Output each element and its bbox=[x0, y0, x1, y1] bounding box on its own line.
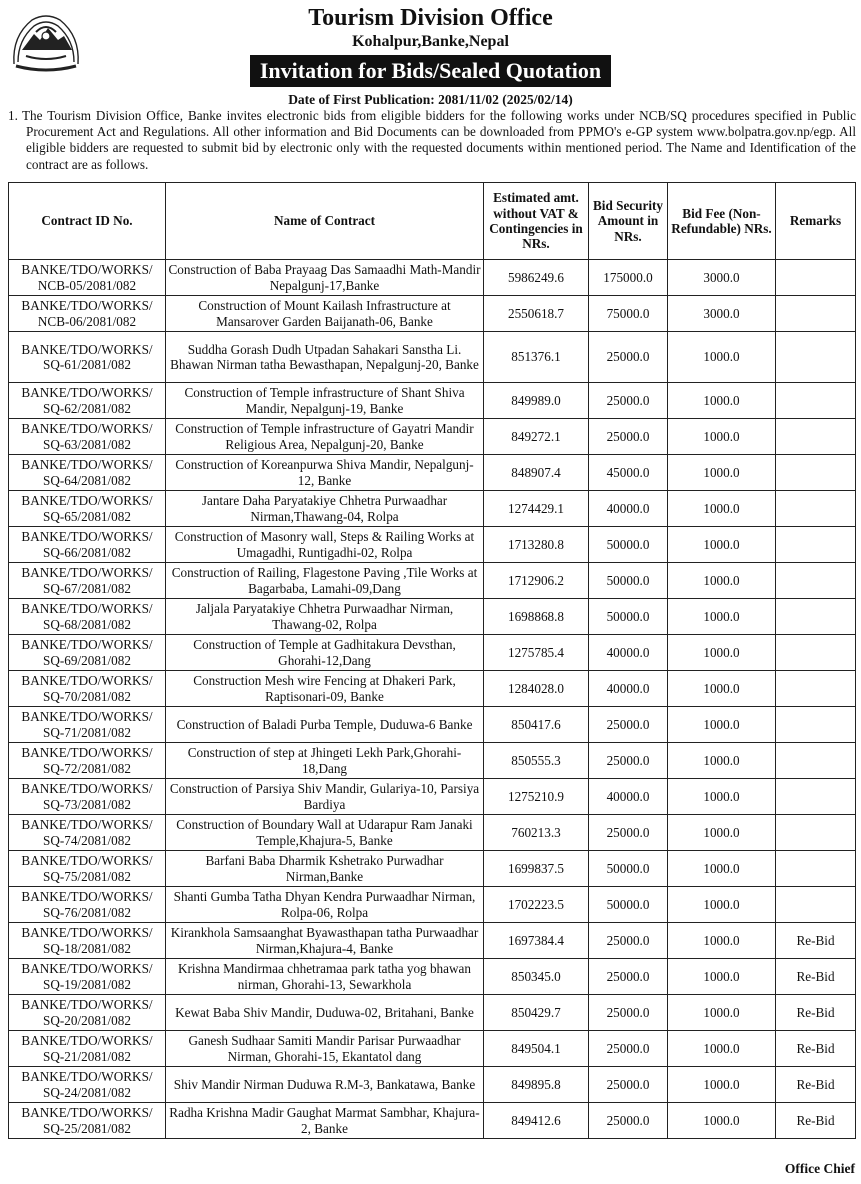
cell-contract-id: BANKE/TDO/WORKS/ SQ-64/2081/082 bbox=[9, 455, 166, 491]
cell-bid-fee: 1000.0 bbox=[668, 599, 776, 635]
table-row bbox=[9, 491, 856, 527]
cell-bid-security: 25000.0 bbox=[589, 383, 668, 419]
signatory: Office Chief bbox=[784, 1161, 855, 1176]
header-contract-name: Name of Contract bbox=[166, 183, 484, 260]
cell-estimated-amount: 760213.3 bbox=[484, 815, 589, 851]
table-row bbox=[9, 1031, 856, 1067]
cell-contract-name: Shanti Gumba Tatha Dhyan Kendra Purwaadhar Nirman, Rolpa-06, Rolpa bbox=[166, 887, 484, 923]
cell-estimated-amount: 850345.0 bbox=[484, 959, 589, 995]
cell-bid-security: 50000.0 bbox=[589, 851, 668, 887]
cell-remarks bbox=[776, 599, 856, 635]
cell-contract-id: BANKE/TDO/WORKS/ SQ-75/2081/082 bbox=[9, 851, 166, 887]
cell-bid-security: 25000.0 bbox=[589, 707, 668, 743]
cell-bid-fee: 1000.0 bbox=[668, 779, 776, 815]
cell-contract-name: Radha Krishna Madir Gaughat Marmat Sambhar, Khajura-2, Banke bbox=[166, 1103, 484, 1139]
table-row bbox=[9, 887, 856, 923]
cell-remarks bbox=[776, 563, 856, 599]
cell-contract-name: Krishna Mandirmaa chhetramaa park tatha yog bhawan nirman, Ghorahi-13, Sewarkhola bbox=[166, 959, 484, 995]
cell-bid-fee: 1000.0 bbox=[668, 959, 776, 995]
cell-remarks: Re-Bid bbox=[776, 1103, 856, 1139]
table-row bbox=[9, 563, 856, 599]
table-row bbox=[9, 1103, 856, 1139]
cell-estimated-amount: 1275785.4 bbox=[484, 635, 589, 671]
cell-contract-id: BANKE/TDO/WORKS/ SQ-19/2081/082 bbox=[9, 959, 166, 995]
cell-bid-security: 50000.0 bbox=[589, 563, 668, 599]
table-row bbox=[9, 815, 856, 851]
cell-bid-fee: 1000.0 bbox=[668, 1103, 776, 1139]
office-title: Tourism Division Office bbox=[308, 5, 553, 31]
cell-estimated-amount: 850555.3 bbox=[484, 743, 589, 779]
cell-contract-name: Construction of Railing, Flagestone Paving ,Tile Works at Bagarbaba, Lamahi-09,Dang bbox=[166, 563, 484, 599]
cell-estimated-amount: 5986249.6 bbox=[484, 260, 589, 296]
cell-estimated-amount: 849272.1 bbox=[484, 419, 589, 455]
table-row bbox=[9, 851, 856, 887]
cell-estimated-amount: 849989.0 bbox=[484, 383, 589, 419]
cell-remarks bbox=[776, 455, 856, 491]
cell-bid-security: 50000.0 bbox=[589, 527, 668, 563]
cell-contract-id: BANKE/TDO/WORKS/ SQ-62/2081/082 bbox=[9, 383, 166, 419]
cell-contract-id: BANKE/TDO/WORKS/ SQ-21/2081/082 bbox=[9, 1031, 166, 1067]
header bbox=[0, 4, 861, 87]
notice-banner: Invitation for Bids/Sealed Quotation bbox=[250, 55, 611, 87]
cell-contract-name: Construction Mesh wire Fencing at Dhakeri Park, Raptisonari-09, Banke bbox=[166, 671, 484, 707]
cell-contract-id: BANKE/TDO/WORKS/ SQ-25/2081/082 bbox=[9, 1103, 166, 1139]
cell-contract-name: Kewat Baba Shiv Mandir, Duduwa-02, Britahani, Banke bbox=[166, 995, 484, 1031]
cell-remarks bbox=[776, 332, 856, 383]
cell-remarks bbox=[776, 779, 856, 815]
cell-bid-security: 25000.0 bbox=[589, 1031, 668, 1067]
cell-bid-security: 75000.0 bbox=[589, 296, 668, 332]
cell-estimated-amount: 2550618.7 bbox=[484, 296, 589, 332]
cell-contract-id: BANKE/TDO/WORKS/ SQ-71/2081/082 bbox=[9, 707, 166, 743]
cell-remarks: Re-Bid bbox=[776, 1031, 856, 1067]
cell-bid-security: 40000.0 bbox=[589, 491, 668, 527]
header-contract-id: Contract ID No. bbox=[9, 183, 166, 260]
table-row bbox=[9, 455, 856, 491]
cell-bid-security: 40000.0 bbox=[589, 779, 668, 815]
cell-bid-fee: 1000.0 bbox=[668, 671, 776, 707]
cell-estimated-amount: 1274429.1 bbox=[484, 491, 589, 527]
cell-contract-name: Construction of Boundary Wall at Udarapur Ram Janaki Temple,Khajura-5, Banke bbox=[166, 815, 484, 851]
cell-contract-id: BANKE/TDO/WORKS/ NCB-05/2081/082 bbox=[9, 260, 166, 296]
cell-estimated-amount: 851376.1 bbox=[484, 332, 589, 383]
cell-contract-name: Construction of Koreanpurwa Shiva Mandir, Nepalgunj-12, Banke bbox=[166, 455, 484, 491]
header-remarks: Remarks bbox=[776, 183, 856, 260]
cell-remarks bbox=[776, 815, 856, 851]
cell-bid-security: 25000.0 bbox=[589, 995, 668, 1031]
cell-estimated-amount: 849504.1 bbox=[484, 1031, 589, 1067]
cell-remarks bbox=[776, 527, 856, 563]
cell-bid-security: 40000.0 bbox=[589, 671, 668, 707]
cell-remarks bbox=[776, 296, 856, 332]
cell-contract-id: BANKE/TDO/WORKS/ SQ-67/2081/082 bbox=[9, 563, 166, 599]
cell-contract-name: Construction of Masonry wall, Steps & Railing Works at Umagadhi, Runtigadhi-02, Rolpa bbox=[166, 527, 484, 563]
table-row bbox=[9, 332, 856, 383]
table-row bbox=[9, 296, 856, 332]
cell-bid-security: 25000.0 bbox=[589, 332, 668, 383]
cell-bid-security: 25000.0 bbox=[589, 419, 668, 455]
cell-contract-name: Barfani Baba Dharmik Kshetrako Purwadhar Nirman,Banke bbox=[166, 851, 484, 887]
cell-remarks bbox=[776, 743, 856, 779]
cell-estimated-amount: 1702223.5 bbox=[484, 887, 589, 923]
cell-bid-fee: 1000.0 bbox=[668, 743, 776, 779]
cell-contract-name: Construction of Baladi Purba Temple, Duduwa-6 Banke bbox=[166, 707, 484, 743]
cell-remarks: Re-Bid bbox=[776, 995, 856, 1031]
cell-remarks bbox=[776, 851, 856, 887]
cell-bid-fee: 1000.0 bbox=[668, 995, 776, 1031]
cell-bid-fee: 1000.0 bbox=[668, 887, 776, 923]
cell-contract-name: Jantare Daha Paryatakiye Chhetra Purwaadhar Nirman,Thawang-04, Rolpa bbox=[166, 491, 484, 527]
cell-bid-fee: 1000.0 bbox=[668, 923, 776, 959]
cell-bid-fee: 1000.0 bbox=[668, 491, 776, 527]
cell-contract-id: BANKE/TDO/WORKS/ SQ-72/2081/082 bbox=[9, 743, 166, 779]
cell-estimated-amount: 1284028.0 bbox=[484, 671, 589, 707]
cell-estimated-amount: 1699837.5 bbox=[484, 851, 589, 887]
table-row bbox=[9, 707, 856, 743]
cell-remarks bbox=[776, 491, 856, 527]
cell-bid-security: 25000.0 bbox=[589, 1103, 668, 1139]
cell-bid-security: 45000.0 bbox=[589, 455, 668, 491]
cell-contract-id: BANKE/TDO/WORKS/ SQ-68/2081/082 bbox=[9, 599, 166, 635]
cell-remarks bbox=[776, 887, 856, 923]
cell-contract-name: Construction of Baba Prayaag Das Samaadhi Math-Mandir Nepalgunj-17,Banke bbox=[166, 260, 484, 296]
cell-bid-fee: 1000.0 bbox=[668, 383, 776, 419]
table-row bbox=[9, 995, 856, 1031]
cell-estimated-amount: 849412.6 bbox=[484, 1103, 589, 1139]
cell-contract-name: Construction of Temple infrastructure of Gayatri Mandir Religious Area, Nepalgunj-20, Banke bbox=[166, 419, 484, 455]
table-row bbox=[9, 959, 856, 995]
cell-bid-fee: 1000.0 bbox=[668, 455, 776, 491]
cell-contract-id: BANKE/TDO/WORKS/ SQ-76/2081/082 bbox=[9, 887, 166, 923]
cell-contract-id: BANKE/TDO/WORKS/ SQ-66/2081/082 bbox=[9, 527, 166, 563]
cell-bid-security: 25000.0 bbox=[589, 923, 668, 959]
cell-contract-name: Construction of step at Jhingeti Lekh Park,Ghorahi-18,Dang bbox=[166, 743, 484, 779]
table-row bbox=[9, 419, 856, 455]
table-row bbox=[9, 923, 856, 959]
table-row bbox=[9, 599, 856, 635]
contracts-table bbox=[8, 182, 856, 1139]
cell-contract-name: Suddha Gorash Dudh Utpadan Sahakari Sanstha Li. Bhawan Nirman tatha Bewasthapan, Nepalgunj-20, Banke bbox=[166, 332, 484, 383]
cell-contract-name: Jaljala Paryatakiye Chhetra Purwaadhar Nirman, Thawang-02, Rolpa bbox=[166, 599, 484, 635]
cell-estimated-amount: 848907.4 bbox=[484, 455, 589, 491]
cell-bid-security: 25000.0 bbox=[589, 815, 668, 851]
cell-bid-security: 40000.0 bbox=[589, 635, 668, 671]
cell-bid-security: 25000.0 bbox=[589, 743, 668, 779]
cell-bid-fee: 1000.0 bbox=[668, 527, 776, 563]
table-row bbox=[9, 383, 856, 419]
cell-contract-name: Construction of Mount Kailash Infrastructure at Mansarover Garden Baijanath-06, Banke bbox=[166, 296, 484, 332]
cell-bid-security: 50000.0 bbox=[589, 887, 668, 923]
cell-contract-name: Ganesh Sudhaar Samiti Mandir Parisar Purwaadhar Nirman, Ghorahi-15, Ekantatol dang bbox=[166, 1031, 484, 1067]
cell-contract-id: BANKE/TDO/WORKS/ SQ-18/2081/082 bbox=[9, 923, 166, 959]
cell-remarks bbox=[776, 419, 856, 455]
cell-bid-fee: 1000.0 bbox=[668, 563, 776, 599]
cell-bid-fee: 3000.0 bbox=[668, 296, 776, 332]
cell-bid-security: 50000.0 bbox=[589, 599, 668, 635]
cell-contract-id: BANKE/TDO/WORKS/ SQ-65/2081/082 bbox=[9, 491, 166, 527]
cell-contract-id: BANKE/TDO/WORKS/ SQ-63/2081/082 bbox=[9, 419, 166, 455]
cell-bid-security: 25000.0 bbox=[589, 1067, 668, 1103]
cell-contract-id: BANKE/TDO/WORKS/ NCB-06/2081/082 bbox=[9, 296, 166, 332]
cell-remarks bbox=[776, 383, 856, 419]
cell-bid-security: 25000.0 bbox=[589, 959, 668, 995]
cell-contract-name: Construction of Parsiya Shiv Mandir, Gulariya-10, Parsiya Bardiya bbox=[166, 779, 484, 815]
cell-estimated-amount: 850417.6 bbox=[484, 707, 589, 743]
intro-number: 1. bbox=[8, 108, 18, 123]
cell-remarks: Re-Bid bbox=[776, 959, 856, 995]
cell-bid-fee: 1000.0 bbox=[668, 815, 776, 851]
cell-contract-id: BANKE/TDO/WORKS/ SQ-20/2081/082 bbox=[9, 995, 166, 1031]
intro-text: The Tourism Division Office, Banke invites electronic bids from eligible bidders for the following works under NCB/SQ procedures specified in Public Procurement Act and Regulations. All other information and Bid Documents can be downloaded from PPMO's e-GP system www.bolpatra.gov.np/egp. All eligible bidders are requested to submit bid by electronic only with the requested documents within mentioned period. The Name and Identification of the contract are as follows. bbox=[22, 108, 856, 172]
cell-bid-fee: 1000.0 bbox=[668, 1031, 776, 1067]
table-row bbox=[9, 260, 856, 296]
table-row bbox=[9, 635, 856, 671]
cell-remarks: Re-Bid bbox=[776, 923, 856, 959]
cell-remarks bbox=[776, 671, 856, 707]
cell-contract-id: BANKE/TDO/WORKS/ SQ-70/2081/082 bbox=[9, 671, 166, 707]
cell-remarks bbox=[776, 635, 856, 671]
header-bid-security: Bid Security Amount in NRs. bbox=[589, 183, 668, 260]
publication-date: Date of First Publication: 2081/11/02 (2025/02/14) bbox=[288, 92, 573, 107]
cell-contract-id: BANKE/TDO/WORKS/ SQ-61/2081/082 bbox=[9, 332, 166, 383]
header-estimated-amount: Estimated amt. without VAT & Contingencies in NRs. bbox=[484, 183, 589, 260]
table-row bbox=[9, 1067, 856, 1103]
cell-estimated-amount: 1697384.4 bbox=[484, 923, 589, 959]
table-row bbox=[9, 671, 856, 707]
cell-contract-name: Construction of Temple at Gadhitakura Devsthan, Ghorahi-12,Dang bbox=[166, 635, 484, 671]
cell-contract-id: BANKE/TDO/WORKS/ SQ-73/2081/082 bbox=[9, 779, 166, 815]
cell-bid-fee: 1000.0 bbox=[668, 707, 776, 743]
cell-contract-id: BANKE/TDO/WORKS/ SQ-69/2081/082 bbox=[9, 635, 166, 671]
cell-estimated-amount: 1275210.9 bbox=[484, 779, 589, 815]
cell-contract-id: BANKE/TDO/WORKS/ SQ-74/2081/082 bbox=[9, 815, 166, 851]
table-header-row bbox=[9, 183, 856, 260]
cell-estimated-amount: 1712906.2 bbox=[484, 563, 589, 599]
cell-contract-name: Kirankhola Samsaanghat Byawasthapan tatha Purwaadhar Nirman,Khajura-4, Banke bbox=[166, 923, 484, 959]
cell-contract-name: Construction of Temple infrastructure of Shant Shiva Mandir, Nepalgunj-19, Banke bbox=[166, 383, 484, 419]
cell-remarks bbox=[776, 260, 856, 296]
cell-remarks bbox=[776, 707, 856, 743]
cell-estimated-amount: 1698868.8 bbox=[484, 599, 589, 635]
cell-contract-id: BANKE/TDO/WORKS/ SQ-24/2081/082 bbox=[9, 1067, 166, 1103]
cell-bid-fee: 1000.0 bbox=[668, 1067, 776, 1103]
cell-bid-fee: 1000.0 bbox=[668, 332, 776, 383]
cell-contract-name: Shiv Mandir Nirman Duduwa R.M-3, Bankatawa, Banke bbox=[166, 1067, 484, 1103]
cell-bid-fee: 1000.0 bbox=[668, 419, 776, 455]
table-row bbox=[9, 743, 856, 779]
cell-estimated-amount: 1713280.8 bbox=[484, 527, 589, 563]
cell-bid-security: 175000.0 bbox=[589, 260, 668, 296]
cell-bid-fee: 3000.0 bbox=[668, 260, 776, 296]
cell-estimated-amount: 850429.7 bbox=[484, 995, 589, 1031]
cell-bid-fee: 1000.0 bbox=[668, 851, 776, 887]
table-row bbox=[9, 527, 856, 563]
cell-bid-fee: 1000.0 bbox=[668, 635, 776, 671]
intro-paragraph bbox=[8, 108, 856, 173]
table-row bbox=[9, 779, 856, 815]
cell-estimated-amount: 849895.8 bbox=[484, 1067, 589, 1103]
header-bid-fee: Bid Fee (Non-Refundable) NRs. bbox=[668, 183, 776, 260]
office-address: Kohalpur,Banke,Nepal bbox=[352, 33, 509, 50]
cell-remarks: Re-Bid bbox=[776, 1067, 856, 1103]
